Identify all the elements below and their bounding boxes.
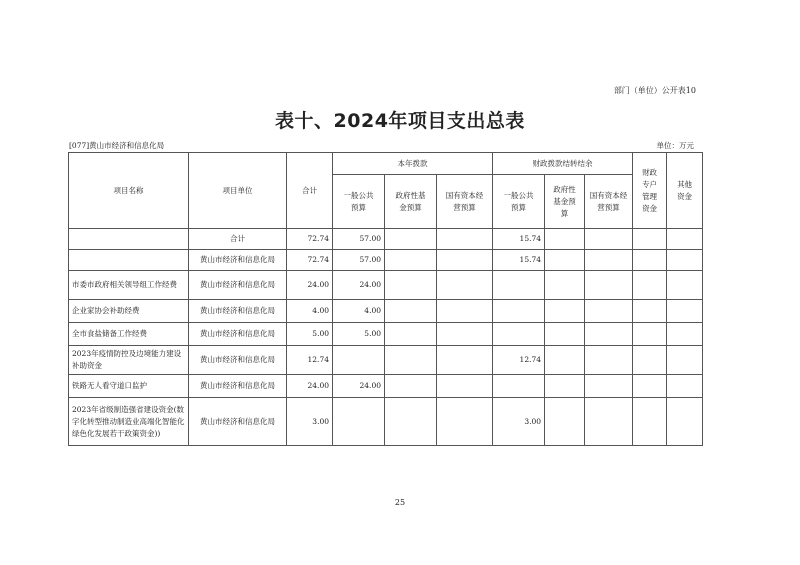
other-funds-cell: [667, 375, 703, 398]
organization-label: [077]黄山市经济和信息化局: [69, 141, 165, 150]
gov-fund-cell: [385, 398, 437, 446]
carryover-state-capital-cell: [585, 398, 633, 446]
total-cell: 12.74: [287, 346, 333, 375]
carryover-gov-fund-cell: [545, 323, 585, 346]
header-project-name: 项目名称: [69, 153, 189, 229]
carryover-gov-fund-cell: [545, 375, 585, 398]
general-public-cell: [333, 398, 385, 446]
general-public-cell: 4.00: [333, 300, 385, 323]
total-cell: 72.74: [287, 229, 333, 250]
state-capital-cell: [437, 398, 493, 446]
other-funds-cell: [667, 323, 703, 346]
gov-fund-cell: [385, 300, 437, 323]
total-cell: 24.00: [287, 271, 333, 300]
state-capital-cell: [437, 250, 493, 271]
gov-fund-cell: [385, 346, 437, 375]
project-name-cell: [69, 229, 189, 250]
general-public-cell: 24.00: [333, 271, 385, 300]
general-public-cell: [333, 346, 385, 375]
carryover-state-capital-cell: [585, 250, 633, 271]
header-general-public: 一般公共预算: [333, 175, 385, 229]
state-capital-cell: [437, 323, 493, 346]
gov-fund-cell: [385, 250, 437, 271]
carryover-general-public-cell: [493, 323, 545, 346]
other-funds-cell: [667, 300, 703, 323]
currency-unit-label: 单位：万元: [656, 141, 694, 150]
table-number-label: 部门（单位）公开表10: [613, 86, 696, 95]
total-cell: 4.00: [287, 300, 333, 323]
header-project-unit: 项目单位: [189, 153, 287, 229]
gov-fund-cell: [385, 323, 437, 346]
other-funds-cell: [667, 346, 703, 375]
carryover-gov-fund-cell: [545, 346, 585, 375]
carryover-general-public-cell: 15.74: [493, 229, 545, 250]
general-public-cell: 57.00: [333, 229, 385, 250]
header-total: 合计: [287, 153, 333, 229]
header-carryover-state-capital: 国有资本经营预算: [585, 175, 633, 229]
general-public-cell: 24.00: [333, 375, 385, 398]
special-account-cell: [633, 250, 667, 271]
project-name-cell: 企业家协会补助经费: [69, 300, 189, 323]
header-current-year-allocation: 本年拨款: [333, 153, 493, 175]
carryover-gov-fund-cell: [545, 398, 585, 446]
total-cell: 5.00: [287, 323, 333, 346]
table-row: [69, 229, 703, 250]
gov-fund-cell: [385, 375, 437, 398]
carryover-state-capital-cell: [585, 300, 633, 323]
carryover-general-public-cell: [493, 375, 545, 398]
header-special-account-funds: 财政专户管理资金: [633, 153, 667, 229]
general-public-cell: 5.00: [333, 323, 385, 346]
carryover-general-public-cell: 3.00: [493, 398, 545, 446]
special-account-cell: [633, 375, 667, 398]
project-name-cell: [69, 250, 189, 271]
carryover-state-capital-cell: [585, 375, 633, 398]
header-state-capital: 国有资本经营预算: [437, 175, 493, 229]
carryover-gov-fund-cell: [545, 229, 585, 250]
state-capital-cell: [437, 375, 493, 398]
carryover-general-public-cell: [493, 271, 545, 300]
total-cell: 3.00: [287, 398, 333, 446]
special-account-cell: [633, 271, 667, 300]
carryover-state-capital-cell: [585, 346, 633, 375]
table-row: [69, 271, 703, 300]
other-funds-cell: [667, 229, 703, 250]
project-unit-cell: 合计: [189, 229, 287, 250]
gov-fund-cell: [385, 229, 437, 250]
project-name-cell: 铁路无人看守道口监护: [69, 375, 189, 398]
project-unit-cell: 黄山市经济和信息化局: [189, 323, 287, 346]
header-carryover: 财政拨款结转结余: [493, 153, 633, 175]
project-name-cell: 市委市政府相关领导组工作经费: [69, 271, 189, 300]
project-expenditure-table: [68, 152, 703, 446]
carryover-state-capital-cell: [585, 323, 633, 346]
project-unit-cell: 黄山市经济和信息化局: [189, 375, 287, 398]
header-carryover-general-public: 一般公共预算: [493, 175, 545, 229]
table-row: [69, 300, 703, 323]
other-funds-cell: [667, 398, 703, 446]
table-row: [69, 323, 703, 346]
special-account-cell: [633, 229, 667, 250]
special-account-cell: [633, 323, 667, 346]
header-carryover-gov-fund: 政府性基金预算: [545, 175, 585, 229]
carryover-state-capital-cell: [585, 271, 633, 300]
state-capital-cell: [437, 229, 493, 250]
special-account-cell: [633, 346, 667, 375]
state-capital-cell: [437, 300, 493, 323]
table-row: [69, 398, 703, 446]
project-unit-cell: 黄山市经济和信息化局: [189, 271, 287, 300]
carryover-general-public-cell: 15.74: [493, 250, 545, 271]
project-name-cell: 2023年疫情防控及边境能力建设补助资金: [69, 346, 189, 375]
carryover-general-public-cell: 12.74: [493, 346, 545, 375]
table-row: [69, 375, 703, 398]
project-unit-cell: 黄山市经济和信息化局: [189, 346, 287, 375]
special-account-cell: [633, 300, 667, 323]
other-funds-cell: [667, 250, 703, 271]
project-unit-cell: 黄山市经济和信息化局: [189, 250, 287, 271]
carryover-gov-fund-cell: [545, 250, 585, 271]
page-title: 表十、2024年项目支出总表: [275, 110, 525, 132]
carryover-gov-fund-cell: [545, 300, 585, 323]
header-other-funds: 其他资金: [667, 153, 703, 229]
special-account-cell: [633, 398, 667, 446]
state-capital-cell: [437, 346, 493, 375]
carryover-gov-fund-cell: [545, 271, 585, 300]
carryover-state-capital-cell: [585, 229, 633, 250]
header-gov-fund: 政府性基金预算: [385, 175, 437, 229]
project-unit-cell: 黄山市经济和信息化局: [189, 300, 287, 323]
total-cell: 24.00: [287, 375, 333, 398]
project-unit-cell: 黄山市经济和信息化局: [189, 398, 287, 446]
table-row: [69, 346, 703, 375]
page-number: 25: [394, 498, 406, 507]
project-name-cell: 全市食盐储备工作经费: [69, 323, 189, 346]
table-row: [69, 250, 703, 271]
gov-fund-cell: [385, 271, 437, 300]
total-cell: 72.74: [287, 250, 333, 271]
other-funds-cell: [667, 271, 703, 300]
project-name-cell: 2023年省级制造强省建设资金(数字化转型推动制造业高端化智能化绿色化发展若干政策资金)): [69, 398, 189, 446]
carryover-general-public-cell: [493, 300, 545, 323]
state-capital-cell: [437, 271, 493, 300]
general-public-cell: 57.00: [333, 250, 385, 271]
